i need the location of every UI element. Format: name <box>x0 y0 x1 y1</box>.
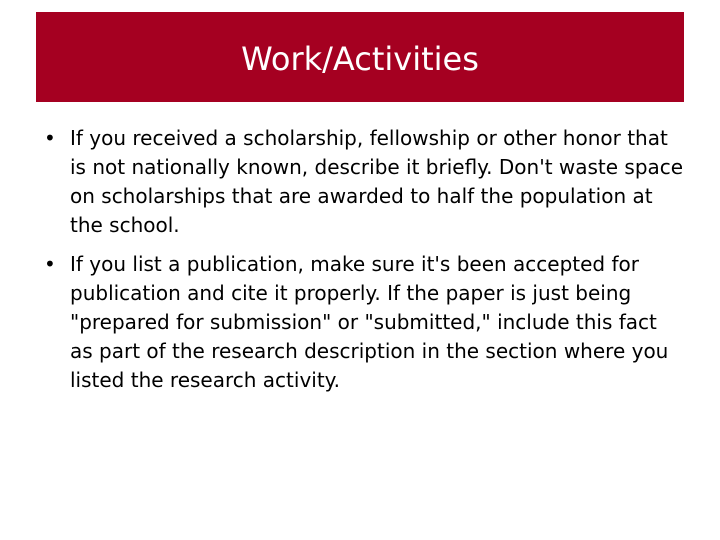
slide-title: Work/Activities <box>241 40 479 78</box>
bullet-icon: • <box>44 252 56 276</box>
bullet-list <box>44 124 684 405</box>
bullet-icon: • <box>44 126 56 150</box>
bullet-item <box>44 124 684 240</box>
bullet-item <box>44 250 684 395</box>
bullet-text: If you list a publication, make sure it's been accepted for publication and cite it properly. If the paper is just being "prepared for submission" or "submitted," include this fact as part of the research description in the section where you listed the research activity. <box>70 252 669 392</box>
title-bar <box>36 12 684 102</box>
bullet-text: If you received a scholarship, fellowship or other honor that is not nationally known, describe it briefly. Don't waste space on scholarships that are awarded to half the population at the school. <box>70 126 684 237</box>
